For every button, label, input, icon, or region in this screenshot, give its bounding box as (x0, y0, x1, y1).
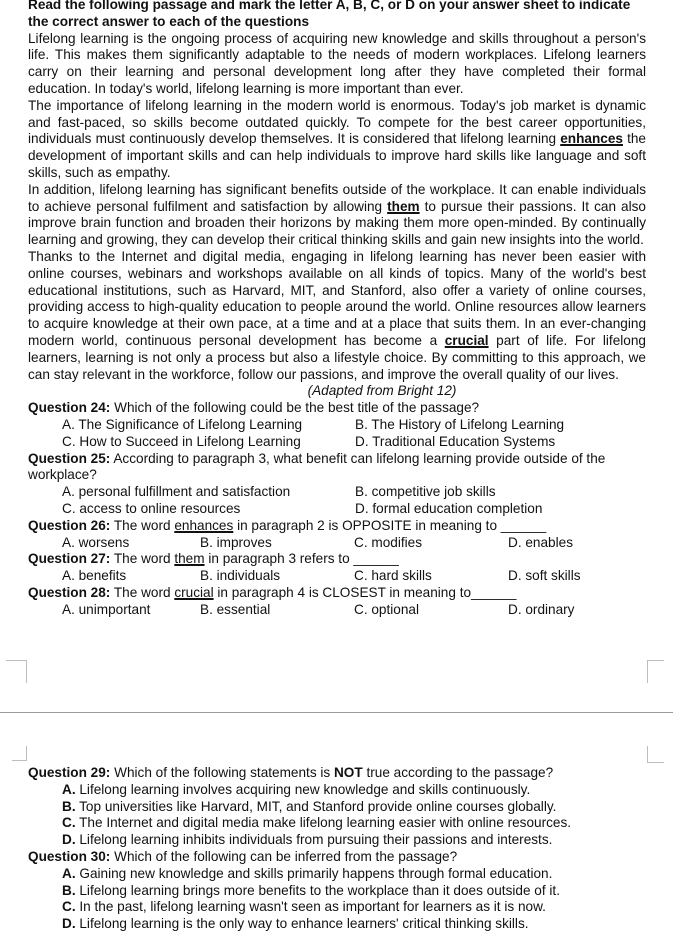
underlined-word-enhances: enhances (560, 131, 623, 147)
question-26-stem-post: in paragraph 2 is OPPOSITE in meaning to ______ (233, 517, 547, 533)
question-30-options (28, 866, 646, 933)
paragraph-3 (28, 182, 646, 249)
question-25-option-b: B. competitive job skills (355, 484, 496, 500)
question-25 (28, 451, 646, 485)
question-27-word: them (174, 551, 205, 567)
question-29-label: Question 29: (28, 765, 111, 780)
question-27-option-b: B. individuals (200, 568, 281, 584)
paragraph-2 (28, 98, 646, 182)
question-29-option-d-text: Lifelong learning inhibits individuals from pursuing their passions and interests. (75, 832, 553, 848)
question-25-label: Question 25: (28, 450, 111, 466)
question-27-option-d: D. soft skills (508, 568, 581, 584)
page-corner-bottom-left (6, 660, 27, 683)
question-25-option-c: C. access to online resources (62, 500, 241, 516)
question-30-option-d (62, 916, 646, 933)
paragraph-4-text-a: Thanks to the Internet and digital media, engaging in lifelong learning has never been easier with online courses, webinars and workshops available on all kinds of topics. Many of the world's best educational institutions, such as Harvard, MIT, and Stanford, also offer a variety of online courses, providing access to high-quality education to people around the world. Online resources allow learners to acquire knowledge at their own pace, at a time and at a place that suits them. In an ever-changing modern world, continuous personal development has become a (28, 248, 646, 348)
question-29-stem-pre: Which of the following statements is (110, 765, 334, 780)
question-26-label: Question 26: (28, 517, 111, 533)
page-divider (0, 712, 673, 713)
underlined-word-crucial: crucial (444, 332, 489, 348)
question-28 (28, 585, 646, 602)
question-28-option-d: D. ordinary (508, 601, 575, 617)
question-26-options (28, 535, 646, 552)
paragraph-4-text-b: part of life. For lifelong learners, learning is not only a process but also a lifestyle choice. By committing to this approach, we can stay relevant in the workforce, follow our passions, and improve the overall quality of our lives. (28, 332, 646, 382)
page-corner-bottom-right (647, 660, 664, 683)
paragraph-3-text-b: to pursue their passions. It can also improve brain function and broaden their horizons by making them more open-minded. By continually learning and growing, they can develop their critical thinking skills and gain new insights into the world. (28, 198, 646, 248)
question-29-option-d (62, 832, 646, 849)
question-25-option-d: D. formal education completion (355, 500, 543, 516)
instructions: Read the following passage and mark the letter A, B, C, or D on your answer sheet to indicate the correct answer to each of the questions (28, 0, 631, 29)
paragraph-2-text-b: the development of important skills and can help individuals to improve hard skills like language and soft skills, such as empathy. (28, 131, 646, 180)
page-corner-top-right (647, 746, 664, 763)
question-27-option-c: C. hard skills (354, 568, 432, 584)
question-27-stem-pre: The word (110, 551, 175, 567)
question-30-stem: Which of the following can be inferred from the passage? (110, 848, 458, 864)
passage-source: (Adapted from Bright 12) (307, 383, 457, 399)
question-24-option-c: C. How to Succeed in Lifelong Learning (62, 433, 301, 449)
question-30-option-a (62, 866, 646, 883)
question-30-option-d-letter: D. (62, 916, 76, 932)
question-24-option-b: B. The History of Lifelong Learning (355, 416, 565, 432)
question-27-stem-post: in paragraph 3 refers to ______ (204, 551, 399, 567)
question-29-option-b-text: Top universities like Harvard, MIT, and Stanford provide online courses globally. (75, 798, 557, 814)
question-26-option-c: C. modifies (354, 534, 422, 550)
question-27-option-a: A. benefits (62, 568, 127, 584)
question-30-option-a-text: Gaining new knowledge and skills primarily happens through formal education. (75, 865, 553, 881)
page-two (28, 765, 646, 933)
question-29-emphasis: NOT (333, 765, 363, 780)
question-29-option-c-text: The Internet and digital media make lifelong learning easier with online resources. (75, 815, 572, 831)
question-25-stem: According to paragraph 3, what benefit can lifelong learning provide outside of the workplace? (28, 450, 606, 483)
question-29-option-c (62, 815, 646, 832)
question-26-stem-pre: The word (110, 517, 175, 533)
question-28-option-b: B. essential (200, 601, 271, 617)
question-29-option-b-letter: B. (62, 798, 76, 814)
question-26 (28, 518, 646, 535)
question-26-option-d: D. enables (508, 534, 573, 550)
question-25-option-a: A. personal fulfillment and satisfaction (62, 484, 291, 500)
question-29-options (28, 782, 646, 849)
question-26-option-a: A. worsens (62, 534, 130, 550)
paragraph-3-text-a: In addition, lifelong learning has significant benefits outside of the workplace. It can enable individuals to achieve personal fulfilment and satisfaction by allowing (28, 181, 646, 214)
question-29-option-a (62, 782, 646, 799)
question-28-options (28, 602, 646, 619)
question-30-option-a-letter: A. (62, 865, 76, 881)
question-30-option-b-text: Lifelong learning brings more benefits to the workplace than it does outside of it. (75, 882, 560, 898)
question-27-label: Question 27: (28, 551, 111, 567)
question-26-word: enhances (174, 517, 234, 533)
question-24 (28, 400, 646, 417)
question-27 (28, 551, 646, 568)
question-24-option-d: D. Traditional Education Systems (355, 433, 556, 449)
question-27-options (28, 568, 646, 585)
question-24-options (28, 417, 646, 451)
paragraph-2-text-a: The importance of lifelong learning in the modern world is enormous. Today's job market is dynamic and fast-paced, so skills become outdated quickly. To compete for the best career opportunities, individuals must continuously develop themselves. It is considered that lifelong learning (28, 97, 646, 147)
underlined-word-them: them (387, 198, 420, 214)
question-29-option-a-text: Lifelong learning involves acquiring new knowledge and skills continuously. (75, 781, 531, 797)
question-30-option-b-letter: B. (62, 882, 76, 898)
question-30-option-b (62, 883, 646, 900)
question-29-option-a-letter: A. (62, 781, 76, 797)
question-28-stem-post: in paragraph 4 is CLOSEST in meaning to______ (213, 584, 517, 600)
question-26-option-b: B. improves (200, 534, 272, 550)
question-30-option-c-text: In the past, lifelong learning wasn't seen as important for learners as it is now. (75, 899, 546, 915)
question-25-options (28, 484, 646, 518)
question-28-option-a: A. unimportant (62, 601, 151, 617)
question-24-label: Question 24: (28, 400, 111, 416)
question-28-label: Question 28: (28, 584, 111, 600)
question-29 (28, 765, 646, 782)
paragraph-1: Lifelong learning is the ongoing process of acquiring new knowledge and skills throughout a person's life. This makes them significantly adaptable to the needs of modern workplaces. Lifelong learners carry on their learning and personal development long after they have completed their formal education. In today's world, lifelong learning is more important than ever. (28, 30, 646, 96)
question-29-stem-post: true according to the passage? (362, 765, 554, 780)
question-28-stem-pre: The word (110, 584, 175, 600)
question-24-option-a: A. The Significance of Lifelong Learning (62, 416, 303, 432)
question-30 (28, 849, 646, 866)
paragraph-4 (28, 249, 646, 383)
question-28-word: crucial (174, 584, 214, 600)
question-29-option-d-letter: D. (62, 832, 76, 848)
question-30-label: Question 30: (28, 848, 111, 864)
question-29-option-b (62, 799, 646, 816)
question-29-option-c-letter: C. (62, 815, 76, 831)
page-one (28, 0, 646, 618)
question-28-option-c: C. optional (354, 601, 419, 617)
question-24-stem: Which of the following could be the best title of the passage? (110, 400, 480, 416)
question-30-option-c-letter: C. (62, 899, 76, 915)
question-30-option-d-text: Lifelong learning is the only way to enhance learners' critical thinking skills. (75, 916, 529, 932)
page-corner-top-left (12, 746, 27, 761)
question-30-option-c (62, 899, 646, 916)
